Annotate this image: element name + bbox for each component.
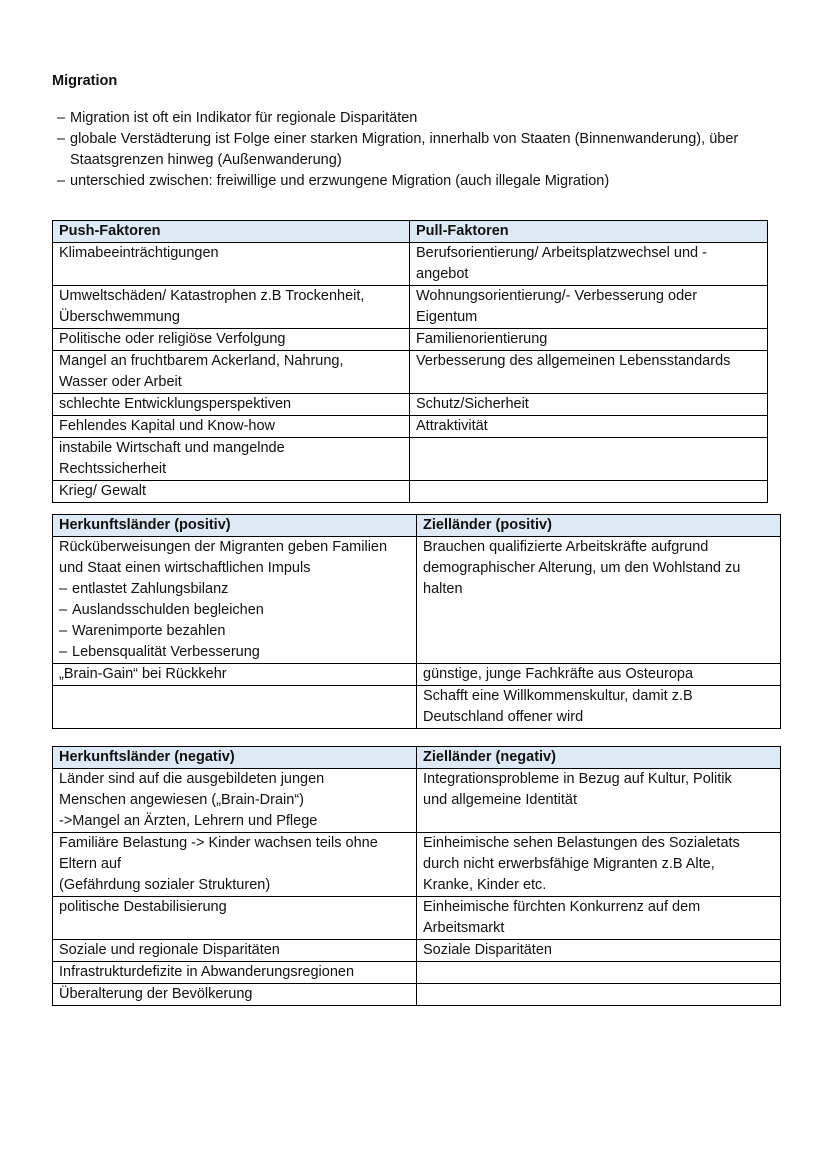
cell-text: Integrationsprobleme in Bezug auf Kultur, Politik	[423, 771, 732, 787]
table-row	[53, 769, 781, 833]
cell-text: Einheimische fürchten Konkurrenz auf dem	[423, 899, 701, 915]
table-cell	[53, 962, 417, 984]
table-row	[53, 286, 768, 329]
cell-text: – Warenimporte bezahlen	[59, 621, 410, 642]
cell-text: – Auslandsschulden begleichen	[59, 600, 410, 621]
intro-list	[57, 108, 777, 192]
cell-text: Mangel an fruchtbarem Ackerland, Nahrung,	[59, 353, 344, 369]
cell-text: Überalterung der Bevölkerung	[59, 986, 253, 1002]
table-row	[53, 897, 781, 940]
table-row	[53, 481, 768, 503]
intro-item	[57, 108, 777, 129]
table-cell	[417, 664, 781, 686]
table-cell	[53, 481, 410, 503]
cell-text: halten	[423, 581, 463, 597]
table-row	[53, 243, 768, 286]
table-cell	[53, 537, 417, 664]
table-row	[53, 962, 781, 984]
table-cell	[417, 984, 781, 1006]
table-row	[53, 686, 781, 729]
column-header: Push-Faktoren	[53, 221, 410, 243]
table-cell	[410, 416, 768, 438]
column-header: Zielländer (negativ)	[417, 747, 781, 769]
cell-text: – Lebensqualität Verbesserung	[59, 642, 410, 663]
table-row	[53, 416, 768, 438]
cell-text: politische Destabilisierung	[59, 899, 227, 915]
table-cell	[53, 664, 417, 686]
cell-text: (Gefährdung sozialer Strukturen)	[59, 877, 271, 893]
cell-text: Kranke, Kinder etc.	[423, 877, 547, 893]
table-row	[53, 394, 768, 416]
dash-bullet: –	[57, 131, 66, 147]
positive-effects-table	[52, 514, 781, 729]
cell-text: Rücküberweisungen der Migranten geben Familien	[59, 539, 388, 555]
cell-text: Menschen angewiesen („Brain-Drain“)	[59, 792, 304, 808]
cell-text: ->Mangel an Ärzten, Lehrern und Pflege	[59, 813, 318, 829]
cell-text: Attraktivität	[416, 418, 488, 434]
table-cell	[410, 394, 768, 416]
table-cell	[417, 686, 781, 729]
table-header-row	[53, 221, 768, 243]
table-cell	[53, 286, 410, 329]
intro-item	[57, 171, 777, 192]
cell-text: Umweltschäden/ Katastrophen z.B Trockenheit,	[59, 288, 365, 304]
cell-text: Fehlendes Kapital und Know-how	[59, 418, 276, 434]
table-row	[53, 438, 768, 481]
cell-text: Brauchen qualifizierte Arbeitskräfte aufgrund	[423, 539, 709, 555]
table-cell	[53, 351, 410, 394]
table-cell	[53, 243, 410, 286]
table-row	[53, 351, 768, 394]
table-cell	[53, 897, 417, 940]
cell-text: Deutschland offener wird	[423, 709, 584, 725]
cell-text: Politische oder religiöse Verfolgung	[59, 331, 286, 347]
table-cell	[53, 769, 417, 833]
cell-text: Verbesserung des allgemeinen Lebensstandards	[416, 353, 731, 369]
column-header: Herkunftsländer (negativ)	[53, 747, 417, 769]
cell-text: Soziale und regionale Disparitäten	[59, 942, 280, 958]
cell-text: instabile Wirtschaft und mangelnde	[59, 440, 285, 456]
column-header: Zielländer (positiv)	[417, 515, 781, 537]
table-cell	[417, 940, 781, 962]
dash-bullet: –	[57, 110, 66, 126]
dash-bullet: –	[57, 173, 66, 189]
cell-text: Überschwemmung	[59, 309, 180, 325]
table-cell	[417, 962, 781, 984]
table-header-row	[53, 515, 781, 537]
cell-text: schlechte Entwicklungsperspektiven	[59, 396, 292, 412]
column-header: Pull-Faktoren	[410, 221, 768, 243]
table-cell	[410, 351, 768, 394]
table-cell	[53, 833, 417, 897]
cell-text: Klimabeeinträchtigungen	[59, 245, 219, 261]
table-row	[53, 664, 781, 686]
table-cell	[53, 329, 410, 351]
table-cell	[53, 394, 410, 416]
cell-text: Berufsorientierung/ Arbeitsplatzwechsel und -	[416, 245, 707, 261]
cell-text: Wasser oder Arbeit	[59, 374, 182, 390]
table-cell	[410, 438, 768, 481]
intro-text: unterschied zwischen: freiwillige und erzwungene Migration (auch illegale Migration)	[70, 173, 610, 189]
table-cell	[53, 984, 417, 1006]
table-cell	[417, 537, 781, 664]
table-cell	[410, 286, 768, 329]
cell-text: angebot	[416, 266, 469, 282]
page-title: Migration	[52, 73, 118, 89]
table-cell	[53, 416, 410, 438]
intro-item	[57, 129, 777, 171]
cell-text: Schutz/Sicherheit	[416, 396, 529, 412]
cell-text: Krieg/ Gewalt	[59, 483, 147, 499]
cell-text: günstige, junge Fachkräfte aus Osteuropa	[423, 666, 694, 682]
cell-text: Familienorientierung	[416, 331, 548, 347]
table-row	[53, 833, 781, 897]
intro-text: globale Verstädterung ist Folge einer starken Migration, innerhalb von Staaten (Binnenwanderung), über Staatsgrenzen hinweg (Außenwanderung)	[70, 131, 739, 168]
table-row	[53, 984, 781, 1006]
cell-text: – entlastet Zahlungsbilanz	[59, 579, 410, 600]
table-cell	[53, 686, 417, 729]
cell-text: Arbeitsmarkt	[423, 920, 505, 936]
table-cell	[410, 329, 768, 351]
push-pull-table	[52, 220, 768, 503]
cell-text: Soziale Disparitäten	[423, 942, 552, 958]
cell-text: durch nicht erwerbsfähige Migranten z.B Alte,	[423, 856, 715, 872]
cell-text: Einheimische sehen Belastungen des Sozialetats	[423, 835, 740, 851]
cell-text: Rechtssicherheit	[59, 461, 167, 477]
cell-text: Eigentum	[416, 309, 478, 325]
table-row	[53, 940, 781, 962]
table-cell	[410, 243, 768, 286]
cell-text: Wohnungsorientierung/- Verbesserung oder	[416, 288, 698, 304]
cell-text: und Staat einen wirtschaftlichen Impuls	[59, 560, 311, 576]
table-cell	[417, 769, 781, 833]
table-cell	[53, 940, 417, 962]
table-cell	[53, 438, 410, 481]
table-cell	[410, 481, 768, 503]
cell-text: Eltern auf	[59, 856, 122, 872]
table-header-row	[53, 747, 781, 769]
column-header: Herkunftsländer (positiv)	[53, 515, 417, 537]
table-row	[53, 537, 781, 664]
cell-text: Familiäre Belastung -> Kinder wachsen teils ohne	[59, 835, 378, 851]
cell-text: und allgemeine Identität	[423, 792, 577, 808]
cell-text: demographischer Alterung, um den Wohlstand zu	[423, 560, 741, 576]
cell-text: Länder sind auf die ausgebildeten jungen	[59, 771, 325, 787]
cell-text: Schafft eine Willkommenskultur, damit z.B	[423, 688, 693, 704]
cell-text: Infrastrukturdefizite in Abwanderungsregionen	[59, 964, 355, 980]
negative-effects-table	[52, 746, 781, 1006]
intro-text: Migration ist oft ein Indikator für regionale Disparitäten	[70, 110, 418, 126]
table-cell	[417, 833, 781, 897]
table-cell	[417, 897, 781, 940]
cell-text: „Brain-Gain“ bei Rückkehr	[59, 666, 227, 682]
table-row	[53, 329, 768, 351]
